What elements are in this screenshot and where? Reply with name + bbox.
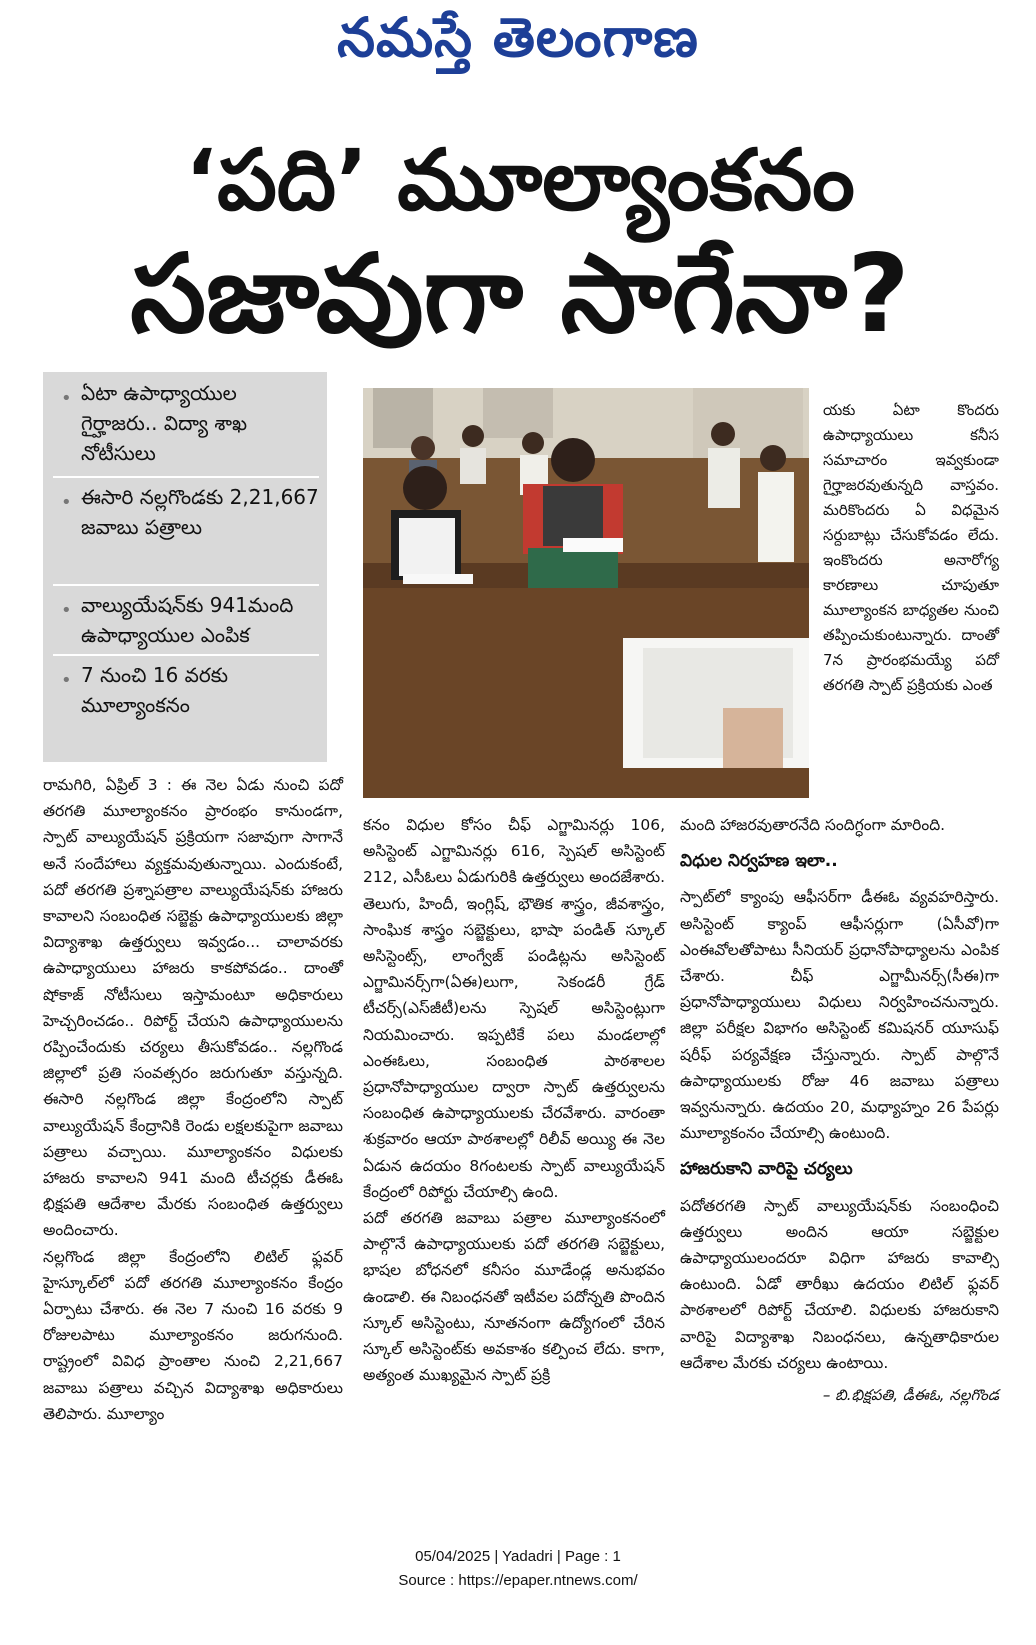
article-paragraph: రామగిరి, ఏప్రిల్ 3 : ఈ నెల ఏడు నుంచి పదో తరగతి మూల్యాంకనం ప్రారంభం కానుండగా, స్పాట్ వాల్యుయేషన్ ప్రక్రియగా సజావుగా సాగానే అనే సందేహాలు వ్యక్తమవుతున్నాయి. ఎందుకంటే, పదో తరగతి ప్రశ్నాపత్రాల వాల్యుయేషన్‌కు హాజరు కావాలని సంబంధిత సబ్జెక్టు ఉపాధ్యాయులకు జిల్లా విద్యాశాఖ ఉత్తర్వులు ఇవ్వడం... చాలావరకు ఉపాధ్యాయులు హాజరు కాకపోవడం.. దాంతో షోకాజ్ నోటీసులు ఇస్తామంటూ అధికారులు హెచ్చరించడం.. రిపోర్ట్ చేయని ఉపాధ్యాయులను రప్పించేందుకు చర్యలు తీసుకోవడం.. నల్లగొండ జిల్లాలో ప్రతి సంవత్సరం జరుగుతూ వస్తున్నది. ఈసారి నల్లగొండ జిల్లా కేంద్రంలోని స్పాట్ వాల్యుయేషన్ కేంద్రానికి రెండు లక్షలకుపైగా జవాబు పత్రాలు వచ్చాయి. మూల్యాంకనం విధులకు హాజరు కావాలని 941 మంది టీచర్లకు డీఈఓ భిక్షపతి ఆదేశాల మేరకు సంబంధిత ఉత్తర్వులు అందించారు. (43, 776, 343, 1240)
section-subheading: విధుల నిర్వహణ ఇలా.. (680, 851, 838, 872)
highlight-item (53, 378, 319, 468)
headline-line-1: ‘పది’ మూల్యాంకనం (185, 131, 855, 229)
highlight-item (53, 482, 319, 542)
highlight-text: ఏటా ఉపాధ్యాయుల గైర్హాజరు.. విద్యా శాఖ నోటీసులు (81, 381, 248, 465)
article-column-3 (680, 812, 999, 1408)
article-paragraph: యకు ఏటా కొందరు ఉపాధ్యాయులు కనీస సమాచారం ఇవ్వకుండా గైర్హాజరవుతున్నది వాస్తవం. మరికొందరు ఏ విధమైన సర్దుబాట్లు చేసుకోవడం లేదు. ఇంకొందరు అనారోగ్య కారణాలు చూపుతూ మూల్యాంకన బాధ్యతల నుంచి తప్పించుకుంటున్నారు. దాంతో 7న ప్రారంభమయ్యే పదో తరగతి స్పాట్ ప్రక్రియకు ఎంత (823, 401, 999, 694)
bullet-icon: • (61, 670, 72, 691)
newspaper-masthead: నమస్తే తెలంగాణ (337, 6, 699, 69)
highlight-text: వాల్యుయేషన్‌కు 941మంది ఉపాధ్యాయుల ఎంపిక (81, 593, 294, 647)
article-paragraph: పదోతరగతి స్పాట్ వాల్యుయేషన్‌కు సంబంధించి ఉత్తర్వులు అందిన ఆయా సబ్జెక్టుల ఉపాధ్యాయులందరూ విధిగా హాజరు కావాల్సి ఉంటుంది. ఏడో తారీఖు ఉదయం లిటిల్ ఫ్లవర్ పాఠశాలలో రిపోర్ట్ చేయాలి. విధులకు హాజరుకాని వారిపై విద్యాశాఖ నిబంధనలు, ఉన్నతాధికారుల ఆదేశాల మేరకు చర్యలు ఉంటాయి. (680, 1196, 999, 1372)
highlight-text: 7 నుంచి 16 వరకు మూల్యాంకనం (81, 663, 229, 717)
highlight-divider (53, 654, 319, 656)
bullet-icon: • (61, 492, 72, 513)
article-paragraph: స్పాట్‌లో క్యాంపు ఆఫీసర్‌గా డీఈఓ వ్యవహరిస్తారు. అసిస్టెంట్ క్యాంప్ ఆఫీసర్లుగా (ఏసీవో)గా ఎంఈవోలతోపాటు సీనియర్ ప్రధానోపాధ్యాలను ఎంపిక చేశారు. చీఫ్ ఎగ్జామీనర్స్(సీఈ)గా ప్రధానోపాధ్యాయులు విధులు నిర్వహించనున్నారు. జిల్లా పరీక్షల విభాగం అసిస్టెంట్ కమిషనర్ యూసుఫ్ షరీఫ్ పర్యవేక్షణ చేస్తున్నారు. స్పాట్ పాల్గొనే ఉపాధ్యాయులకు రోజు 46 జవాబు పత్రాలు ఇవ్వనున్నారు. ఉదయం 20, మధ్యాహ్నం 26 పేపర్లు మూల్యాకంనం చేయాల్సి ఉంటుంది. (680, 888, 999, 1143)
headline-line-2: సజావుగా సాగేనా? (130, 232, 910, 357)
highlight-divider (53, 584, 319, 586)
highlight-divider (53, 476, 319, 478)
footer-date-edition: 05/04/2025 | Yadadri | Page : 1 (415, 1548, 621, 1565)
bullet-icon: • (61, 600, 72, 621)
highlight-item (53, 660, 319, 720)
byline: – బి.భిక్షపతి, డీఈఓ, నల్లగొండ (822, 1386, 999, 1405)
highlight-text: ఈసారి నల్లగొండకు 2,21,667 జవాబు పత్రాలు (81, 485, 319, 539)
article-paragraph: పదో తరగతి జవాబు పత్రాల మూల్యాంకనంలో పాల్గొనే ఉపాధ్యాయులకు పదో తరగతి సబ్జెక్టులు, భాషల బోధనలో కనీసం మూడేండ్ల అనుభవం ఉండాలి. ఈ నిబంధనతో ఇటీవల పదోన్నతి పొందిన స్కూల్ అసిస్టెంటు, నూతనంగా ఉద్యోగంలో చేరిన స్కూల్ అసిస్టెంట్‌కు అవకాశం కల్పించ లేదు. కాగా, అత్యంత ముఖ్యమైన స్పాట్ ప్రక్రి (363, 1209, 665, 1385)
article-paragraph: నల్లగొండ జిల్లా కేంద్రంలోని లిటిల్ ఫ్లవర్ హైస్కూల్‌లో పదో తరగతి మూల్యాంకనం కేంద్రం ఏర్పాటు చేశారు. ఈ నెల 7 నుంచి 16 వరకు 9 రోజులపాటు మూల్యాంకనం జరుగనుంది. రాష్ట్రంలో వివిధ ప్రాంతాల నుంచి 2,21,667 జవాబు పత్రాలు వచ్చిన విద్యాశాఖ అధికారులు తెలిపారు. మూల్యాం (43, 1247, 343, 1423)
highlight-item (53, 590, 319, 650)
article-column-1 (43, 772, 343, 1427)
article-paragraph: మంది హాజరవుతారనేది సందిగ్ధంగా మారింది. (680, 816, 946, 834)
evaluation-hall-photo (363, 388, 809, 798)
footer-source: Source : https://epaper.ntnews.com/ (398, 1572, 638, 1589)
article-paragraph: కనం విధుల కోసం చీఫ్ ఎగ్జామినర్లు 106, అసిస్టెంట్ ఎగ్జామినర్లు 616, స్పెషల్ అసిస్టెంట్ 212, ఎసీఓలు ఏడుగురికి ఉత్తర్వులు అందజేశారు. తెలుగు, హిందీ, ఇంగ్లిష్, భౌతిక శాస్త్రం, జీవశాస్త్రం, సాంఘిక శాస్త్రం సబ్జెక్టులు, భాషా పండిత్ స్కూల్ అసిస్టెంట్స్, లాంగ్వేజ్ పండిట్లను అసిస్టెంట్ ఎగ్జామినర్స్‌గా(ఏఈ)లుగా, సెకండరీ గ్రేడ్ టీచర్స్(ఎస్‌జీటీ)లను స్పెషల్ అసిస్టెంట్లుగా నియమించారు. ఇప్పటికే పలు మండలాల్లో ఎంఈఓలు, సంబంధిత పాఠశాలల ప్రధానోపాధ్యాయుల ద్వారా స్పాట్ ఉత్తర్వులను సంబంధిత ఉపాధ్యాయులకు చేరవేశారు. వారంతా శుక్రవారం ఆయా పాఠశాలల్లో రిలీవ్ అయ్యి ఈ నెల ఏడున ఉదయం 8గంటలకు స్పాట్ వాల్యుయేషన్ కేంద్రంలో రిపోర్టు చేయాల్సి ఉంది. (363, 816, 665, 1201)
article-column-2 (363, 812, 665, 1388)
section-subheading: హాజరుకాని వారిపై చర్యలు (680, 1159, 853, 1180)
article-column-3-top (823, 398, 999, 698)
highlights-box (43, 372, 327, 762)
bullet-icon: • (61, 388, 72, 409)
